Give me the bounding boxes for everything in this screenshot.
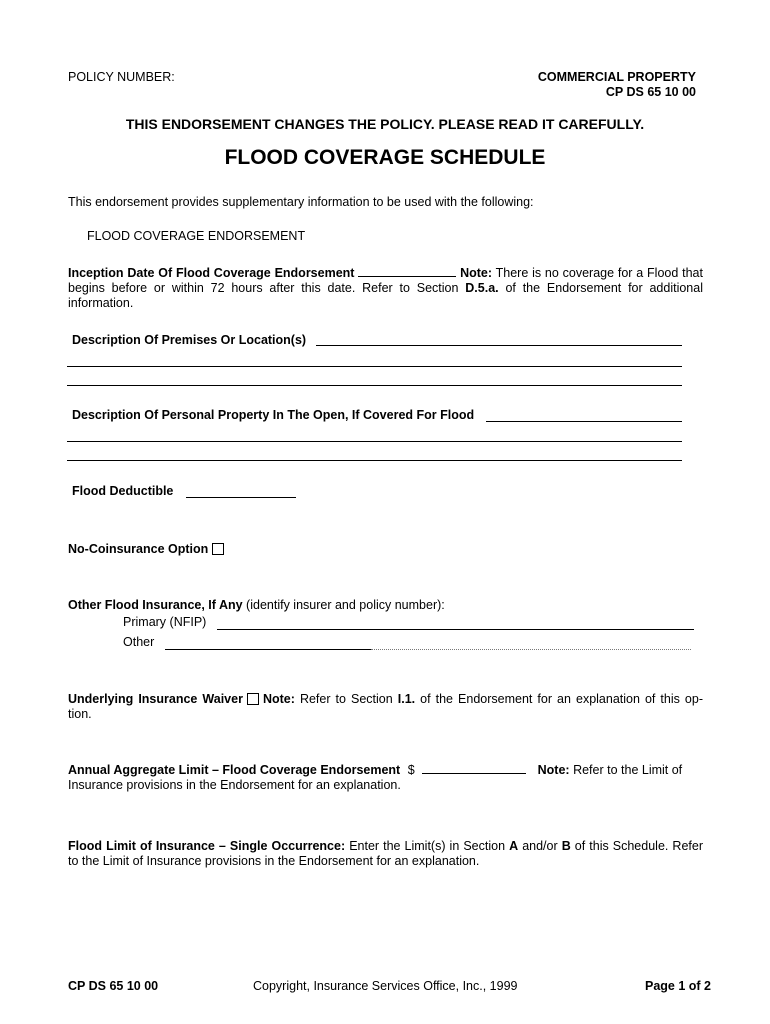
waiver-note-label: Note: bbox=[262, 692, 295, 706]
waiver-section-reference: I.1. bbox=[397, 692, 416, 706]
policy-number-label: POLICY NUMBER: bbox=[68, 70, 175, 84]
occurrence-label: Flood Limit of Insurance – Single Occurrence: bbox=[68, 839, 346, 853]
other-insurance-hint: (identify insurer and policy number): bbox=[246, 598, 445, 612]
primary-nfip-label: Primary (NFIP) bbox=[123, 615, 207, 629]
personal-property-field-3[interactable] bbox=[67, 460, 682, 461]
waiver-label: Underlying Insurance Waiver bbox=[68, 692, 243, 706]
other-insurer-field[interactable] bbox=[165, 649, 371, 650]
inception-date-field[interactable] bbox=[358, 266, 456, 277]
aggregate-paragraph: Annual Aggregate Limit – Flood Coverage Endorsement $ Note: Refer to the Limit of Insurance provisions in the Endorsement for an explanation. bbox=[68, 763, 683, 792]
other-insurance-label: Other Flood Insurance, If Any bbox=[68, 598, 243, 612]
endorsement-name: FLOOD COVERAGE ENDORSEMENT bbox=[87, 229, 306, 243]
premises-field-1[interactable] bbox=[316, 345, 682, 346]
section-a-reference: A bbox=[509, 839, 519, 853]
page-title: FLOOD COVERAGE SCHEDULE bbox=[224, 146, 546, 169]
personal-property-field-1[interactable] bbox=[486, 421, 682, 422]
aggregate-label: Annual Aggregate Limit – Flood Coverage Endorsement bbox=[68, 763, 401, 777]
occurrence-paragraph: Flood Limit of Insurance – Single Occurrence: Enter the Limit(s) in Section A and/or B of this Schedule. Refer to the Limit of Insurance provisions in the Endorsement for an explanation. bbox=[68, 839, 703, 868]
intro-text: This endorsement provides supplementary information to be used with the following: bbox=[68, 195, 534, 209]
footer-page-number: Page 1 of 2 bbox=[645, 979, 711, 993]
waiver-paragraph: Underlying Insurance Waiver Note: Refer to Section I.1. of the Endorsement for an explanation of this op- tion. bbox=[68, 692, 703, 721]
personal-property-field-2[interactable] bbox=[67, 441, 682, 442]
deductible-field[interactable] bbox=[186, 497, 296, 498]
aggregate-note-label: Note: bbox=[537, 763, 570, 777]
primary-nfip-field[interactable] bbox=[217, 629, 694, 630]
deductible-label: Flood Deductible bbox=[72, 484, 174, 498]
premises-label: Description Of Premises Or Location(s) bbox=[72, 333, 307, 347]
waiver-checkbox[interactable] bbox=[247, 693, 259, 705]
no-coinsurance-checkbox[interactable] bbox=[212, 543, 224, 555]
inception-label: Inception Date Of Flood Coverage Endorsement bbox=[68, 266, 355, 280]
other-insurer-field-continuation bbox=[371, 649, 691, 650]
no-coinsurance-label: No-Coinsurance Option bbox=[68, 542, 209, 556]
no-coinsurance-row bbox=[68, 542, 228, 556]
section-reference: D.5.a. bbox=[465, 281, 499, 295]
other-insurance-row bbox=[68, 598, 445, 612]
form-number: CP DS 65 10 00 bbox=[605, 85, 696, 99]
inception-paragraph: Inception Date Of Flood Coverage Endorsement Note: There is no coverage for a Flood that begins before or within 72 hours after this date. Refer to Section D.5.a. of the Endorsement for additional information. bbox=[68, 266, 703, 310]
line-of-business: COMMERCIAL PROPERTY bbox=[537, 70, 696, 84]
footer-copyright: Copyright, Insurance Services Office, Inc., 1999 bbox=[253, 979, 518, 993]
endorsement-notice: THIS ENDORSEMENT CHANGES THE POLICY. PLEASE READ IT CAREFULLY. bbox=[125, 116, 645, 132]
premises-field-2[interactable] bbox=[67, 366, 682, 367]
form-header bbox=[538, 70, 696, 100]
section-b-reference: B bbox=[561, 839, 571, 853]
inception-note-label: Note: bbox=[460, 266, 493, 280]
aggregate-limit-field[interactable] bbox=[422, 763, 526, 774]
personal-property-label: Description Of Personal Property In The Open, If Covered For Flood bbox=[72, 408, 475, 422]
aggregate-currency: $ bbox=[407, 763, 415, 777]
premises-field-3[interactable] bbox=[67, 385, 682, 386]
other-insurer-label: Other bbox=[123, 635, 155, 649]
footer-form-number: CP DS 65 10 00 bbox=[68, 979, 159, 993]
